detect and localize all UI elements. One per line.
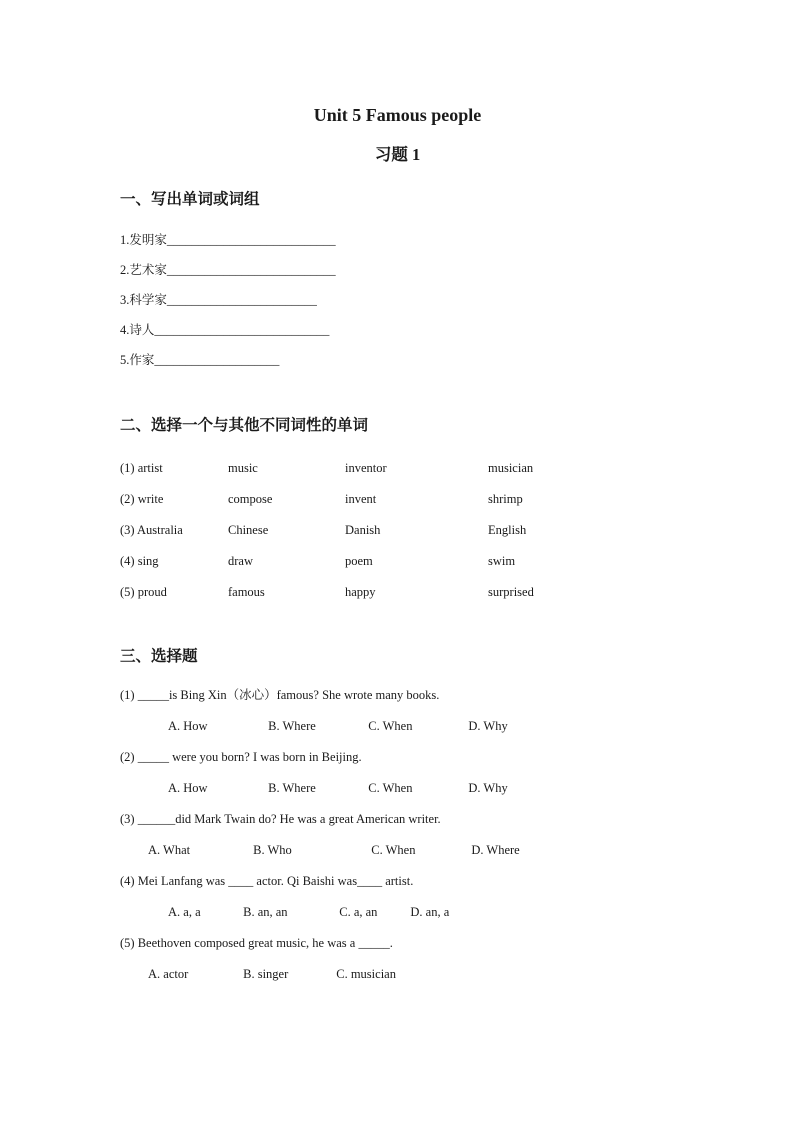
word-cell: Chinese [228,523,269,537]
word-cell: surprised [488,585,534,599]
word-cell: invent [345,492,377,506]
section3-questions [120,680,675,990]
word-cell: (3) Australia [120,523,183,537]
section1-heading: 一、写出单词或词组 [120,191,260,208]
section1-fill-items [120,225,675,375]
question-1 [120,680,675,742]
question-1-text: (1) _____is Bing Xin（冰心）famous? She wrote many books. [120,688,440,702]
word-cell: (2) write [120,492,164,506]
fill-item-2-label: 2.艺术家 [120,263,167,277]
fill-item-2 [120,255,675,285]
word-cell: Danish [345,523,381,537]
fill-item-4-label: 4.诗人 [120,323,155,337]
question-2-options [120,773,675,804]
exercise-subtitle: 习题 1 [374,145,421,164]
fill-item-1-answer-blank: ___________________________ [166,233,336,247]
option-a: A. What [148,843,191,857]
fill-item-2-answer-blank: ___________________________ [166,263,336,277]
question-2 [120,742,675,804]
option-a: A. actor [148,967,189,981]
fill-item-5-answer-blank: ____________________ [154,353,280,367]
option-c: C. a, an [339,905,378,919]
word-cell: swim [488,554,516,568]
section2-heading: 二、选择一个与其他不同词性的单词 [120,417,369,434]
option-d: D. an, a [410,905,450,919]
word-cell: (1) artist [120,461,163,475]
question-4 [120,866,675,928]
option-d: D. Where [471,843,520,857]
option-b: B. Where [268,719,316,733]
word-cell: shrimp [488,492,523,506]
fill-item-3-answer-blank: ________________________ [166,293,317,307]
word-cell: (5) proud [120,585,167,599]
option-a: A. a, a [168,905,201,919]
question-2-text: (2) _____ were you born? I was born in Beijing. [120,750,362,764]
word-row-5 [120,577,675,608]
option-d: D. Why [468,781,508,795]
section3-heading: 三、选择题 [120,648,198,665]
question-5 [120,928,675,990]
word-cell: musician [488,461,534,475]
fill-item-1-label: 1.发明家 [120,233,167,247]
page-title: Unit 5 Famous people [313,105,482,125]
word-cell: happy [345,585,376,599]
option-b: B. an, an [243,905,288,919]
fill-item-1 [120,225,675,255]
option-d: D. Why [468,719,508,733]
word-cell: music [228,461,258,475]
word-row-1 [120,453,675,484]
question-5-options [120,959,675,990]
option-b: B. Who [253,843,292,857]
fill-item-3 [120,285,675,315]
word-cell: English [488,523,527,537]
fill-item-5 [120,345,675,375]
fill-item-5-label: 5.作家 [120,353,155,367]
question-5-text: (5) Beethoven composed great music, he was a _____. [120,936,393,950]
word-row-4 [120,546,675,577]
fill-item-4-answer-blank: ____________________________ [154,323,330,337]
option-c: C. When [371,843,416,857]
question-3-options [120,835,675,866]
word-cell: poem [345,554,373,568]
option-c: C. When [368,719,413,733]
option-c: C. musician [336,967,396,981]
question-4-text: (4) Mei Lanfang was ____ actor. Qi Baishi was____ artist. [120,874,414,888]
question-1-options [120,711,675,742]
word-cell: draw [228,554,253,568]
option-c: C. When [368,781,413,795]
option-b: B. singer [243,967,289,981]
word-cell: compose [228,492,273,506]
word-cell: inventor [345,461,387,475]
question-4-options [120,897,675,928]
option-b: B. Where [268,781,316,795]
option-a: A. How [168,719,208,733]
question-3 [120,804,675,866]
word-cell: famous [228,585,265,599]
option-a: A. How [168,781,208,795]
word-cell: (4) sing [120,554,159,568]
word-row-2 [120,484,675,515]
fill-item-4 [120,315,675,345]
question-3-text: (3) ______did Mark Twain do? He was a great American writer. [120,812,441,826]
word-row-3 [120,515,675,546]
fill-item-3-label: 3.科学家 [120,293,167,307]
section2-word-rows [120,453,675,608]
